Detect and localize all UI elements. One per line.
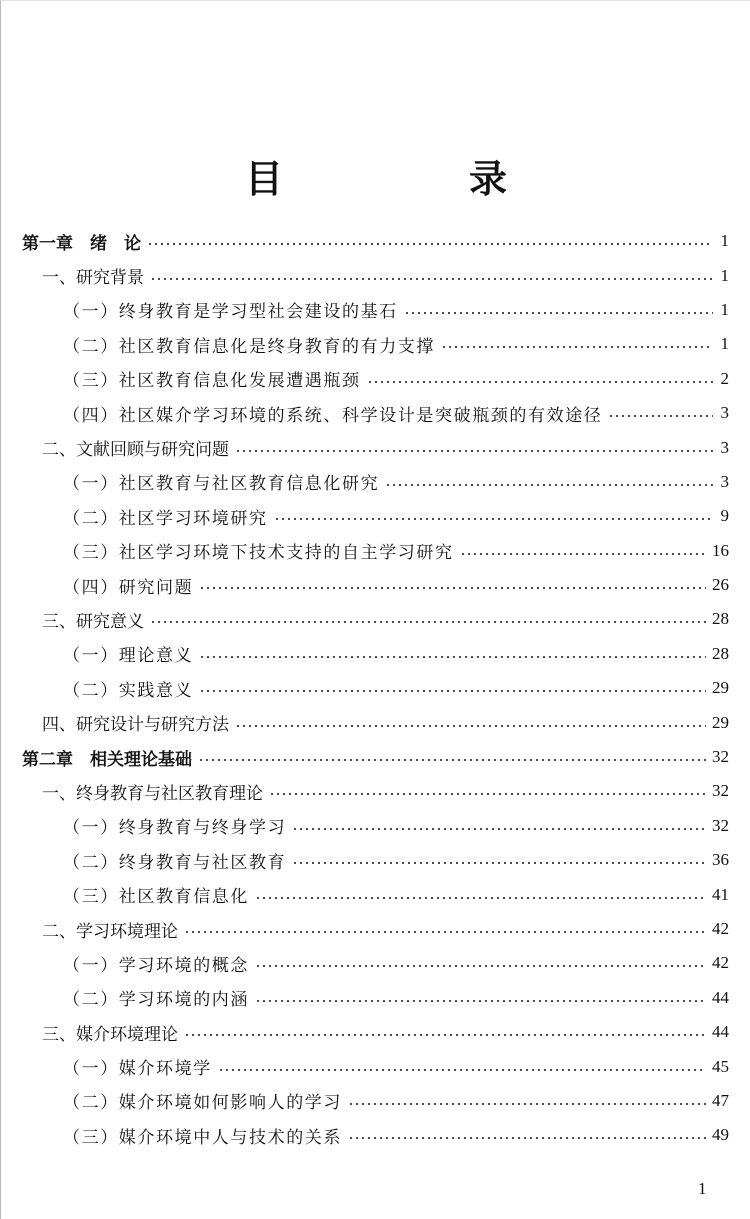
- toc-section-entry[interactable]: [1, 912, 750, 946]
- toc-subsection-entry[interactable]: [1, 568, 750, 602]
- toc-entry-page: 3: [720, 437, 729, 457]
- toc-entry-page: 1: [720, 231, 729, 251]
- toc-entry-page: 41: [712, 884, 729, 904]
- toc-entry-page: 36: [712, 850, 729, 870]
- toc-subsection-entry[interactable]: [1, 396, 750, 430]
- toc-entry-label: （一）学习环境的概念: [63, 955, 249, 976]
- toc-entry-page: 28: [712, 609, 729, 629]
- toc-section-entry[interactable]: [1, 258, 750, 292]
- toc-entry-page: 1: [720, 334, 729, 354]
- toc-entry-label: （一）社区教育与社区教育信息化研究: [63, 474, 380, 495]
- dot-leader: [147, 243, 713, 245]
- toc-heading: 目 录: [244, 157, 581, 201]
- toc-subsection-entry[interactable]: [1, 327, 750, 361]
- toc-subsection-entry[interactable]: [1, 534, 750, 568]
- toc-entry-page: 28: [712, 643, 729, 663]
- toc-entry-label: （二）学习环境的内涵: [63, 990, 249, 1011]
- toc-entry-label: 四、研究设计与研究方法: [42, 715, 229, 736]
- toc-section-entry[interactable]: [1, 774, 750, 808]
- toc-entry-label: （二）媒介环境如何影响人的学习: [63, 1093, 342, 1114]
- toc-entry-label: （一）媒介环境学: [63, 1059, 212, 1080]
- dot-leader: [255, 897, 706, 899]
- dot-leader: [292, 862, 706, 864]
- toc-section-entry[interactable]: [1, 705, 750, 739]
- dot-leader: [269, 793, 706, 795]
- dot-leader: [367, 381, 713, 383]
- toc-chapter-entry[interactable]: [1, 224, 750, 258]
- toc-entry-label: （三）社区教育信息化发展遭遇瓶颈: [63, 371, 361, 392]
- dot-leader: [441, 346, 713, 348]
- toc-entry-label: （三）社区教育信息化: [63, 887, 249, 908]
- toc-subsection-entry[interactable]: [1, 362, 750, 396]
- toc-subsection-entry[interactable]: [1, 1084, 750, 1118]
- toc-entry-page: 47: [712, 1090, 729, 1110]
- toc-subsection-entry[interactable]: [1, 981, 750, 1015]
- dot-leader: [150, 278, 713, 280]
- toc-section-entry[interactable]: [1, 1015, 750, 1049]
- toc-entry-page: 16: [712, 540, 729, 560]
- dot-leader: [292, 828, 706, 830]
- toc-entry-label: （二）社区教育信息化是终身教育的有力支撑: [63, 336, 435, 357]
- toc-entry-label: 二、学习环境理论: [42, 921, 178, 942]
- toc-entry-page: 49: [712, 1125, 729, 1145]
- dot-leader: [199, 587, 706, 589]
- toc-entry-label: 第一章 绪 论: [22, 233, 141, 254]
- toc-entry-page: 32: [712, 747, 729, 767]
- toc-entry-page: 9: [720, 506, 729, 526]
- toc-subsection-entry[interactable]: [1, 637, 750, 671]
- dot-leader: [404, 312, 713, 314]
- dot-leader: [348, 1103, 706, 1105]
- toc-entry-label: 第二章 相关理论基础: [22, 749, 192, 770]
- table-of-contents: [1, 224, 750, 1153]
- toc-entry-label: （三）社区学习环境下技术支持的自主学习研究: [63, 543, 454, 564]
- toc-entry-page: 42: [712, 953, 729, 973]
- toc-entry-label: 一、终身教育与社区教育理论: [42, 783, 263, 804]
- toc-entry-label: （四）社区媒介学习环境的系统、科学设计是突破瓶颈的有效途径: [63, 405, 603, 426]
- toc-entry-page: 3: [720, 403, 729, 423]
- toc-subsection-entry[interactable]: [1, 499, 750, 533]
- toc-entry-label: 一、研究背景: [42, 268, 144, 289]
- toc-section-entry[interactable]: [1, 602, 750, 636]
- toc-subsection-entry[interactable]: [1, 465, 750, 499]
- dot-leader: [348, 1137, 706, 1139]
- toc-entry-label: （三）媒介环境中人与技术的关系: [63, 1127, 342, 1148]
- toc-entry-page: 44: [712, 1022, 729, 1042]
- dot-leader: [608, 415, 713, 417]
- toc-entry-page: 29: [712, 678, 729, 698]
- toc-entry-page: 29: [712, 712, 729, 732]
- dot-leader: [235, 725, 706, 727]
- toc-subsection-entry[interactable]: [1, 671, 750, 705]
- dot-leader: [274, 518, 713, 520]
- toc-entry-page: 26: [712, 575, 729, 595]
- toc-entry-page: 42: [712, 919, 729, 938]
- dot-leader: [199, 656, 706, 658]
- toc-entry-label: 三、媒介环境理论: [42, 1024, 178, 1045]
- toc-entry-page: 1: [720, 265, 729, 285]
- dot-leader: [385, 484, 713, 486]
- toc-subsection-entry[interactable]: [1, 877, 750, 911]
- toc-entry-label: 二、文献回顾与研究问题: [42, 440, 229, 461]
- toc-subsection-entry[interactable]: [1, 843, 750, 877]
- dot-leader: [184, 931, 706, 933]
- toc-entry-label: （二）终身教育与社区教育: [63, 852, 287, 873]
- dot-leader: [255, 1000, 706, 1002]
- toc-chapter-entry[interactable]: [1, 740, 750, 774]
- toc-entry-page: 45: [712, 1056, 729, 1076]
- dot-leader: [199, 690, 706, 692]
- toc-entry-page: 32: [712, 815, 729, 835]
- toc-entry-page: 3: [720, 471, 729, 491]
- toc-entry-page: 2: [720, 368, 729, 388]
- dot-leader: [218, 1069, 706, 1071]
- dot-leader: [460, 553, 706, 555]
- toc-entry-page: 32: [712, 781, 729, 801]
- dot-leader: [235, 450, 713, 452]
- dot-leader: [198, 759, 706, 761]
- toc-entry-label: （一）终身教育是学习型社会建设的基石: [63, 302, 398, 323]
- toc-subsection-entry[interactable]: [1, 946, 750, 980]
- dot-leader: [255, 965, 706, 967]
- toc-entry-label: 三、研究意义: [42, 611, 144, 632]
- toc-subsection-entry[interactable]: [1, 809, 750, 843]
- toc-section-entry[interactable]: [1, 430, 750, 464]
- toc-subsection-entry[interactable]: [1, 293, 750, 327]
- toc-entry-label: （二）实践意义: [63, 680, 194, 701]
- toc-subsection-entry[interactable]: [1, 1049, 750, 1083]
- toc-subsection-entry[interactable]: [1, 1118, 750, 1152]
- dot-leader: [184, 1034, 706, 1036]
- toc-entry-label: （四）研究问题: [63, 577, 194, 598]
- toc-entry-page: 44: [712, 987, 729, 1007]
- page-number: 1: [698, 1179, 707, 1198]
- dot-leader: [150, 621, 706, 623]
- toc-entry-page: 1: [720, 299, 729, 319]
- toc-entry-label: （二）社区学习环境研究: [63, 508, 268, 529]
- toc-entry-label: （一）终身教育与终身学习: [63, 818, 287, 839]
- toc-entry-label: （一）理论意义: [63, 646, 194, 667]
